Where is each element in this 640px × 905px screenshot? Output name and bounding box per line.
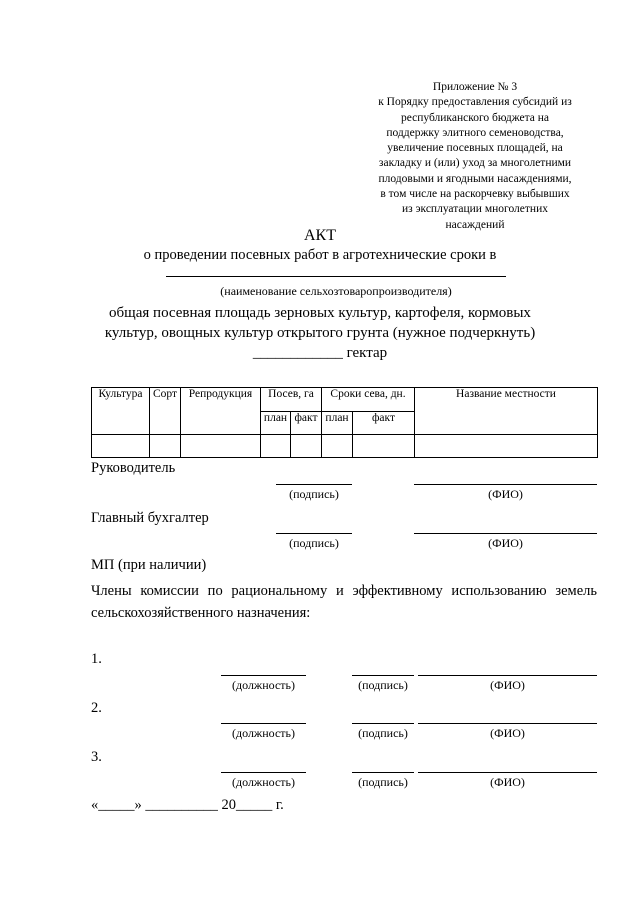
position-caption: (должность) xyxy=(232,726,295,740)
header-crop: Культура xyxy=(92,388,150,435)
appendix-line: плодовыми и ягодными насаждениями, xyxy=(378,172,572,185)
header-terms: Сроки сева, дн. xyxy=(322,388,415,412)
table-cell[interactable] xyxy=(322,435,353,458)
name-caption: (ФИО) xyxy=(488,536,523,550)
appendix-line: из эксплуатации многолетних xyxy=(402,203,548,216)
header-variety: Сорт xyxy=(150,388,181,435)
name-caption: (ФИО) xyxy=(490,726,525,740)
member-signature-line xyxy=(352,675,414,676)
table-cell[interactable] xyxy=(353,435,415,458)
table-cell[interactable] xyxy=(291,435,322,458)
signature-caption: (подпись) xyxy=(289,536,339,550)
appendix-line: увеличение посевных площадей, на xyxy=(387,142,563,155)
area-line-3: ____________ гектар xyxy=(252,345,388,361)
position-line xyxy=(221,675,306,676)
commission-text: Члены комиссии по рациональному и эффективному использованию земель сельскохозяйственного назначения: xyxy=(91,583,597,621)
table-cell[interactable] xyxy=(92,435,150,458)
appendix-line: Приложение № 3 xyxy=(432,81,518,93)
member-name-line xyxy=(418,772,597,773)
head-name-line xyxy=(414,484,597,485)
subheader-fact: факт xyxy=(353,412,415,435)
position-line xyxy=(221,723,306,724)
member-name-line xyxy=(418,723,597,724)
position-caption: (должность) xyxy=(232,775,295,789)
member-signature-line xyxy=(352,772,414,773)
date-line: «_____» __________ 20_____ г. xyxy=(91,797,284,813)
head-label: Руководитель xyxy=(91,460,176,476)
member-name-line xyxy=(418,675,597,676)
subheader-plan: план xyxy=(261,412,291,435)
member-number: 2. xyxy=(91,700,102,716)
table-cell[interactable] xyxy=(150,435,181,458)
header-location: Название местности xyxy=(415,388,598,435)
act-title: АКТ xyxy=(304,227,336,244)
table-row xyxy=(92,435,598,458)
name-caption: (ФИО) xyxy=(488,487,523,501)
signature-caption: (подпись) xyxy=(358,775,408,789)
stamp-label: МП (при наличии) xyxy=(91,557,207,573)
accountant-name-line xyxy=(414,533,597,534)
chief-accountant-label: Главный бухгалтер xyxy=(91,510,209,526)
name-caption: (ФИО) xyxy=(490,678,525,692)
subheader-plan: план xyxy=(322,412,353,435)
appendix-line: в том числе на раскорчевку выбывших xyxy=(380,188,570,201)
header-sowing: Посев, га xyxy=(261,388,322,412)
table-cell[interactable] xyxy=(415,435,598,458)
appendix-line: поддержку элитного семеноводства, xyxy=(386,126,564,139)
producer-caption: (наименование сельхозтоваропроизводителя) xyxy=(220,284,452,298)
appendix-line: закладку и (или) уход за многолетними xyxy=(378,157,572,170)
name-caption: (ФИО) xyxy=(490,775,525,789)
member-signature-line xyxy=(352,723,414,724)
signature-caption: (подпись) xyxy=(358,678,408,692)
accountant-signature-line xyxy=(276,533,352,534)
table-cell[interactable] xyxy=(181,435,261,458)
appendix-line: к Порядку предоставления субсидий из xyxy=(378,96,572,109)
act-subtitle: о проведении посевных работ в агротехнические сроки в xyxy=(143,247,497,263)
member-number: 3. xyxy=(91,749,102,765)
member-number: 1. xyxy=(91,651,102,667)
table-cell[interactable] xyxy=(261,435,291,458)
signature-caption: (подпись) xyxy=(358,726,408,740)
subheader-fact: факт xyxy=(291,412,322,435)
appendix-block xyxy=(355,80,595,233)
sowing-table xyxy=(91,387,598,458)
head-signature-line xyxy=(276,484,352,485)
area-line-1: общая посевная площадь зерновых культур, картофеля, кормовых xyxy=(109,305,531,321)
header-reproduction: Репродукция xyxy=(181,388,261,435)
position-line xyxy=(221,772,306,773)
position-caption: (должность) xyxy=(232,678,295,692)
appendix-line: республиканского бюджета на xyxy=(400,111,550,124)
producer-line xyxy=(166,276,506,277)
area-line-2: культур, овощных культур открытого грунта (нужное подчеркнуть) xyxy=(104,325,536,341)
signature-caption: (подпись) xyxy=(289,487,339,501)
appendix-line: насаждений xyxy=(445,218,505,231)
